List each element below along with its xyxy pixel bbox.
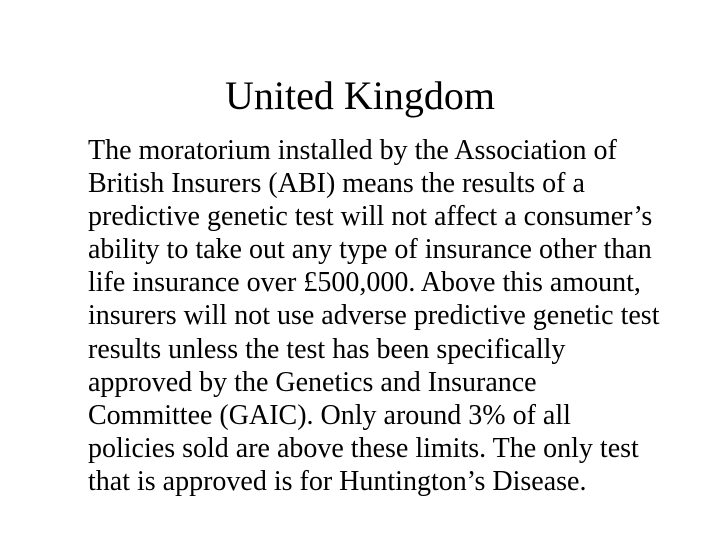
slide-title: United Kingdom xyxy=(225,73,495,118)
body-line: policies sold are above these limits. The only test xyxy=(88,432,639,464)
slide-body-paragraph xyxy=(88,134,668,498)
body-line: ability to take out any type of insurance other than xyxy=(88,234,652,266)
body-line: British Insurers (ABI) means the results of a xyxy=(88,168,585,200)
body-line: results unless the test has been specifically xyxy=(88,333,566,365)
body-line: that is approved is for Huntington’s Disease. xyxy=(88,465,587,497)
body-line: insurers will not use adverse predictive genetic test xyxy=(88,300,660,332)
body-line: predictive genetic test will not affect a consumer’s xyxy=(88,201,653,233)
body-line: approved by the Genetics and Insurance xyxy=(88,366,537,398)
body-line: Committee (GAIC). Only around 3% of all xyxy=(88,399,571,431)
body-line: life insurance over £500,000. Above this amount, xyxy=(88,267,641,299)
body-line: The moratorium installed by the Association of xyxy=(88,135,617,166)
